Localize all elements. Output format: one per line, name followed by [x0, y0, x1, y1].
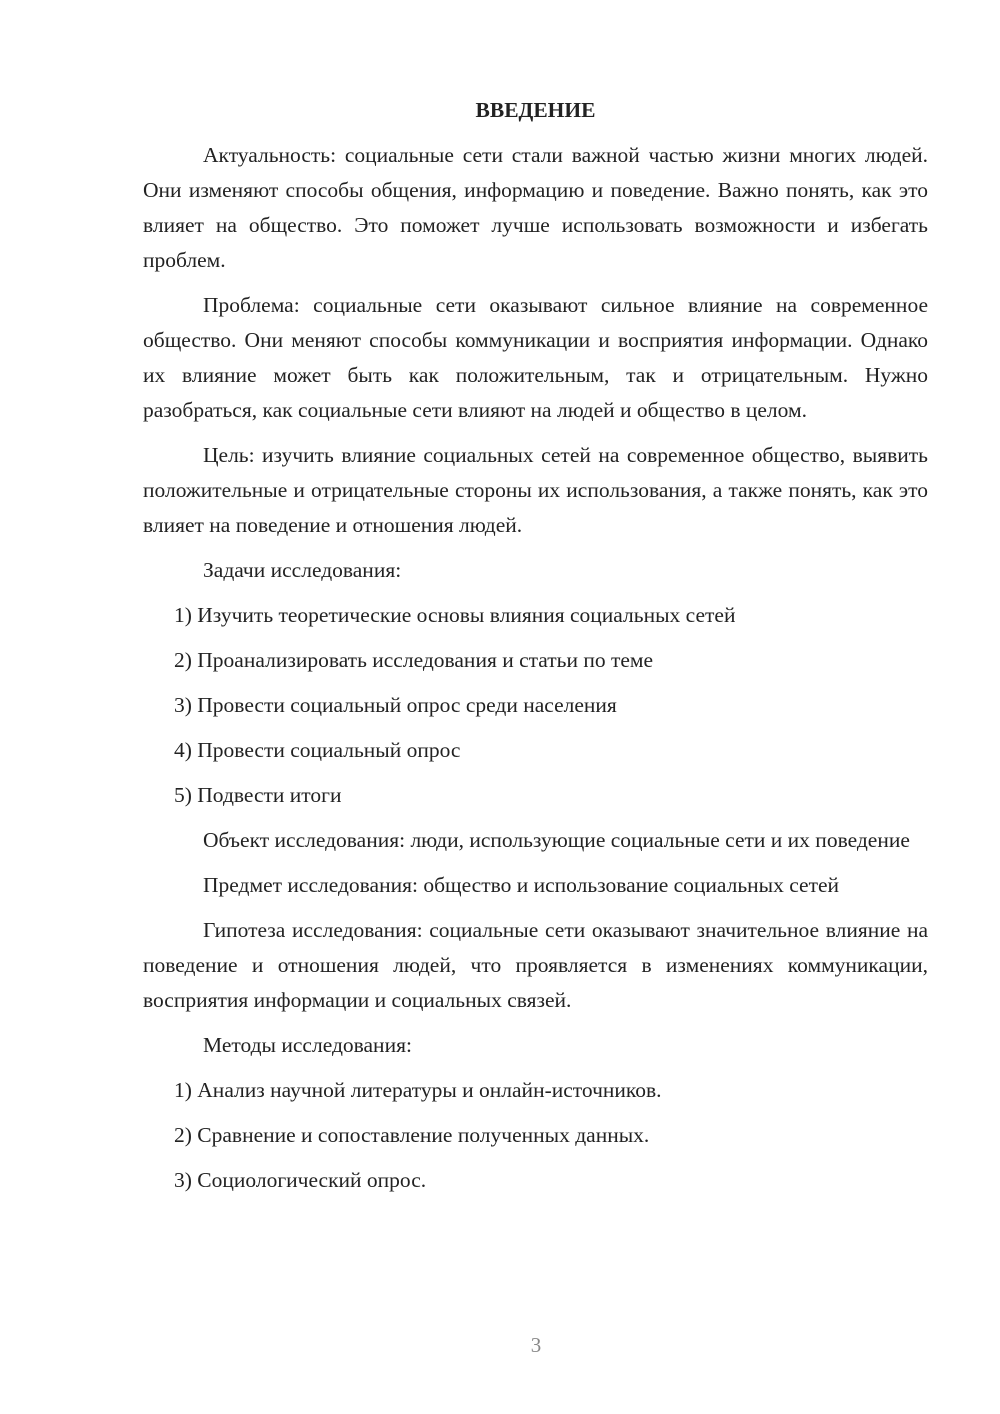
relevance-paragraph: Актуальность: социальные сети стали важной частью жизни многих людей. Они изменяют способы общения, информацию и поведение. Важно понять, как это влияет на общество. Это поможет лучше использовать возможности и избегать проблем.	[143, 143, 928, 272]
task-item-2: 2) Проанализировать исследования и статьи по теме	[174, 648, 654, 672]
page-number: 3	[530, 1333, 542, 1357]
tasks-heading: Задачи исследования:	[203, 558, 402, 582]
task-item-4: 4) Провести социальный опрос	[174, 738, 461, 762]
hypothesis-paragraph: Гипотеза исследования: социальные сети оказывают значительное влияние на поведение и отношения людей, что проявляется в изменениях коммуникации, восприятия информации и социальных связей.	[143, 918, 928, 1012]
subject-paragraph: Предмет исследования: общество и использование социальных сетей	[203, 873, 840, 897]
page-title: ВВЕДЕНИЕ	[475, 98, 596, 122]
goal-paragraph: Цель: изучить влияние социальных сетей на современное общество, выявить положительные и отрицательные стороны их использования, а также понять, как это влияет на поведение и отношения людей.	[143, 443, 928, 537]
page-content	[143, 92, 928, 1208]
methods-heading: Методы исследования:	[203, 1033, 412, 1057]
task-item-3: 3) Провести социальный опрос среди населения	[174, 693, 617, 717]
problem-paragraph: Проблема: социальные сети оказывают сильное влияние на современное общество. Они меняют способы коммуникации и восприятия информации. Однако их влияние может быть как положительным, так и отрицательным. Нужно разобраться, как социальные сети влияют на людей и общество в целом.	[143, 293, 928, 422]
method-item-2: 2) Сравнение и сопоставление полученных данных.	[174, 1123, 650, 1147]
method-item-1: 1) Анализ научной литературы и онлайн-источников.	[174, 1078, 662, 1102]
object-paragraph: Объект исследования: люди, использующие социальные сети и их поведение	[203, 828, 910, 852]
method-item-3: 3) Социологический опрос.	[174, 1168, 427, 1192]
task-item-5: 5) Подвести итоги	[174, 783, 342, 807]
task-item-1: 1) Изучить теоретические основы влияния социальных сетей	[174, 603, 736, 627]
